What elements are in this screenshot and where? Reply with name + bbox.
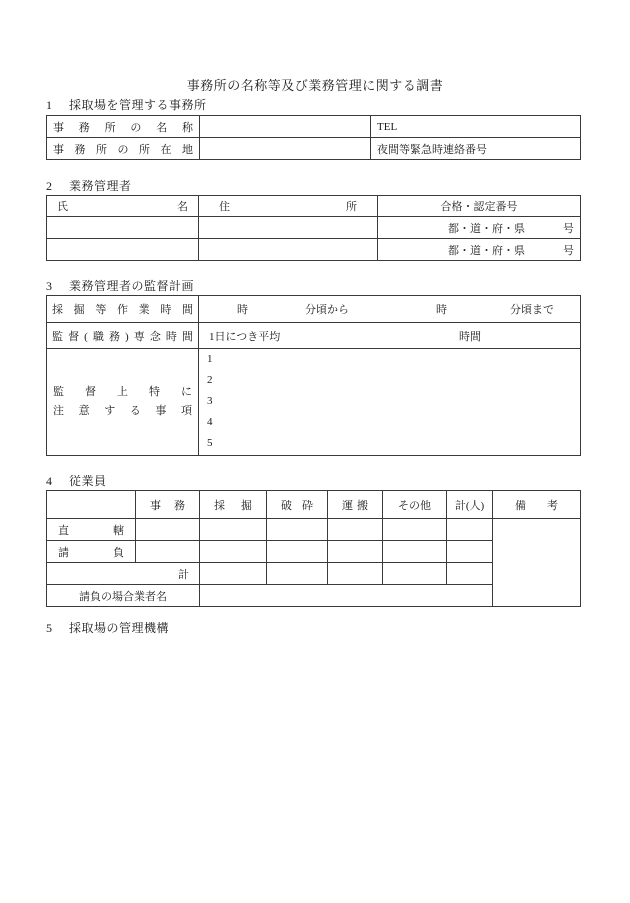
- office-address-value-cell: [200, 138, 371, 160]
- empty-cell: [328, 563, 383, 585]
- section-number: 3: [46, 279, 52, 293]
- section-number: 5: [46, 621, 52, 635]
- crushing-header-cell: 破砕: [267, 491, 328, 519]
- section-2-heading: [46, 177, 132, 194]
- address-header-cell: 住所: [199, 196, 378, 217]
- note-item: 1: [207, 353, 213, 365]
- table-row: [47, 519, 581, 541]
- number-unit-label: 号: [563, 244, 574, 257]
- remarks-header-cell: 備考: [493, 491, 581, 519]
- section-heading-text: 採取場の管理機構: [69, 621, 170, 635]
- employees-table-wrap: [46, 490, 581, 607]
- minute-to-label: 分頃まで: [510, 304, 554, 316]
- cert-number-cell: [378, 217, 581, 239]
- contractor-name-value-cell: [200, 585, 493, 607]
- note-item: 4: [207, 416, 213, 428]
- table-row: [47, 116, 581, 138]
- work-hours-label-cell: 採掘等作業時間: [47, 296, 199, 323]
- office-address-label-cell: 事務所の所在地: [47, 138, 200, 160]
- table-row: [47, 323, 581, 349]
- hours-unit-label: 時間: [459, 330, 481, 343]
- supervision-time-label-cell: 監督(職務)専念時間: [47, 323, 199, 349]
- office-table: [46, 115, 581, 160]
- manager-name-cell: [47, 239, 199, 261]
- empty-cell: [267, 563, 328, 585]
- table-header-row: [47, 196, 581, 217]
- notes-label-cell: [47, 349, 199, 456]
- section-number: 2: [46, 179, 52, 193]
- empty-cell: [136, 519, 200, 541]
- managers-table-wrap: [46, 195, 581, 261]
- manager-name-cell: [47, 217, 199, 239]
- managers-table: [46, 195, 581, 261]
- empty-cell: [267, 519, 328, 541]
- notes-label-line2: 注意する事項: [53, 405, 192, 417]
- table-header-row: [47, 491, 581, 519]
- corner-cell: [47, 491, 136, 519]
- supervision-table: [46, 295, 581, 456]
- employees-table: [46, 490, 581, 607]
- empty-cell: [328, 519, 383, 541]
- supervision-time-value-cell: [199, 323, 581, 349]
- minute-from-label: 分頃から: [305, 304, 349, 316]
- per-day-average-label: 1日につき平均: [209, 330, 281, 343]
- section-5-heading: [46, 619, 169, 636]
- empty-cell: [200, 563, 267, 585]
- hour-label: 時: [436, 304, 447, 316]
- empty-cell: [200, 519, 267, 541]
- direct-label-cell: 直轄: [47, 519, 136, 541]
- total-header-cell: 計(人): [447, 491, 493, 519]
- empty-cell: [383, 563, 447, 585]
- name-header-cell: 氏名: [47, 196, 199, 217]
- table-row: [47, 239, 581, 261]
- empty-cell: [200, 541, 267, 563]
- quarry-header-cell: 採掘: [200, 491, 267, 519]
- notes-label-line1: 監督上特に: [53, 386, 192, 398]
- empty-cell: [447, 563, 493, 585]
- number-unit-label: 号: [563, 222, 574, 235]
- office-table-wrap: [46, 115, 581, 160]
- table-row: [47, 296, 581, 323]
- table-row: [47, 349, 581, 456]
- hour-label: 時: [237, 304, 248, 316]
- section-1-heading: [46, 96, 207, 113]
- prefecture-label: 都・道・府・県: [448, 244, 525, 257]
- office-name-label-cell: 事務所の名称: [47, 116, 200, 138]
- office-name-value-cell: [200, 116, 371, 138]
- remarks-merged-cell: [493, 519, 581, 607]
- empty-cell: [447, 541, 493, 563]
- section-4-heading: [46, 472, 107, 489]
- empty-cell: [328, 541, 383, 563]
- contract-label-cell: 請負: [47, 541, 136, 563]
- section-3-heading: [46, 277, 194, 294]
- tel-cell: TEL: [371, 116, 581, 138]
- transport-header-cell: 運搬: [328, 491, 383, 519]
- table-row: [47, 138, 581, 160]
- prefecture-label: 都・道・府・県: [448, 222, 525, 235]
- section-heading-text: 業務管理者: [69, 179, 132, 193]
- table-row: [47, 217, 581, 239]
- doc-title: 事務所の名称等及び業務管理に関する調書: [186, 78, 444, 93]
- office-work-header-cell: 事務: [136, 491, 200, 519]
- section-number: 1: [46, 98, 52, 112]
- note-item: 3: [207, 395, 213, 407]
- empty-cell: [383, 541, 447, 563]
- empty-cell: [447, 519, 493, 541]
- empty-cell: [267, 541, 328, 563]
- section-number: 4: [46, 474, 52, 488]
- other-header-cell: その他: [383, 491, 447, 519]
- sum-label-cell: 計: [47, 563, 200, 585]
- section-heading-text: 従業員: [69, 474, 107, 488]
- manager-address-cell: [199, 217, 378, 239]
- note-item: 5: [207, 437, 213, 449]
- section-heading-text: 採取場を管理する事務所: [69, 98, 207, 112]
- note-item: 2: [207, 374, 213, 386]
- empty-cell: [136, 541, 200, 563]
- cert-number-cell: [378, 239, 581, 261]
- supervision-table-wrap: [46, 295, 581, 456]
- cert-number-header-cell: 合格・認定番号: [378, 196, 581, 217]
- contractor-name-label-cell: 請負の場合業者名: [47, 585, 200, 607]
- notes-items-cell: [199, 349, 581, 456]
- section-heading-text: 業務管理者の監督計画: [69, 279, 195, 293]
- manager-address-cell: [199, 239, 378, 261]
- work-hours-value-cell: [199, 296, 581, 323]
- empty-cell: [383, 519, 447, 541]
- night-contact-cell: 夜間等緊急時連絡番号: [371, 138, 581, 160]
